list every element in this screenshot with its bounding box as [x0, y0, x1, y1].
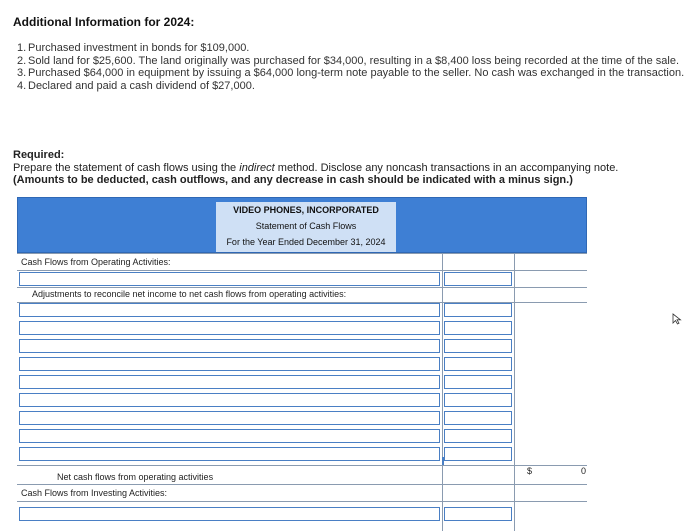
- adjustment-label-input[interactable]: [19, 375, 440, 389]
- net-income-label-input[interactable]: [19, 272, 440, 286]
- column-divider: [514, 485, 515, 502]
- investing-activities-label: Cash Flows from Investing Activities:: [21, 488, 168, 498]
- info-item-number: 2.: [17, 54, 27, 67]
- adjustment-label-input[interactable]: [19, 429, 440, 443]
- adjustment-amount-input[interactable]: [444, 429, 512, 443]
- net-income-amount-input[interactable]: [444, 272, 512, 286]
- info-item-number: 1.: [17, 42, 27, 54]
- adjustments-label: Adjustments to reconcile net income to net cash flows from operating activities:: [32, 289, 347, 299]
- adjustment-label-input[interactable]: [19, 411, 440, 425]
- adjustment-amount-input[interactable]: [444, 303, 512, 317]
- column-divider: [442, 271, 443, 288]
- info-item-text: Purchased $64,000 in equipment by issuing a $64,000 long-term note payable to the seller. No cash was exchanged in the transaction.: [28, 67, 685, 79]
- adjustment-total-marker: [442, 457, 444, 465]
- info-item-number: 4.: [17, 79, 27, 92]
- investing-amount-input[interactable]: [444, 507, 512, 521]
- adjustment-label-input[interactable]: [19, 339, 440, 353]
- adjustment-label-input[interactable]: [19, 303, 440, 317]
- net-operating-currency: $: [527, 466, 533, 476]
- mouse-cursor-icon: [672, 313, 682, 325]
- column-divider: [514, 288, 515, 303]
- required-heading: Required:: [13, 149, 65, 161]
- adjustment-amount-input[interactable]: [444, 375, 512, 389]
- adjustment-label-input[interactable]: [19, 393, 440, 407]
- info-item: [17, 42, 687, 55]
- column-divider: [442, 254, 443, 271]
- column-divider: [442, 288, 443, 303]
- info-item-text: Purchased investment in bonds for $109,000.: [28, 42, 250, 54]
- adjustment-amount-input[interactable]: [444, 447, 512, 461]
- company-name: VIDEO PHONES, INCORPORATED: [233, 205, 379, 215]
- required-instruction: [13, 162, 693, 175]
- investing-header-row: [17, 484, 587, 502]
- statement-header-box: [216, 202, 396, 252]
- instruction-emphasis: indirect: [239, 161, 275, 174]
- statement-name: Statement of Cash Flows: [255, 221, 357, 231]
- adjustment-amount-input[interactable]: [444, 393, 512, 407]
- net-income-row: [17, 270, 587, 288]
- column-divider: [514, 271, 515, 288]
- investing-input-row: [17, 501, 587, 531]
- required-section: [13, 149, 693, 187]
- column-divider: [442, 502, 443, 531]
- cash-flow-statement: [17, 197, 587, 530]
- instruction-text-end: method. Disclose any noncash transactions in an accompanying note.: [274, 161, 619, 174]
- additional-info-list: [17, 42, 687, 92]
- column-divider: [442, 466, 443, 485]
- column-divider: [442, 485, 443, 502]
- additional-info-title: Additional Information for 2024:: [13, 15, 195, 29]
- adjustment-amount-input[interactable]: [444, 321, 512, 335]
- statement-header: [17, 197, 587, 253]
- info-item-text: Sold land for $25,600. The land originally was purchased for $34,000, resulting in a $8,400 loss being recorded at the time of the sale.: [28, 54, 680, 67]
- adjustment-amount-input[interactable]: [444, 411, 512, 425]
- column-divider: [514, 466, 515, 485]
- net-operating-value: 0: [581, 466, 587, 476]
- adjustment-label-input[interactable]: [19, 321, 440, 335]
- required-sign-note: (Amounts to be deducted, cash outflows, and any decrease in cash should be indicated with a minus sign.): [13, 174, 573, 186]
- adjustment-label-input[interactable]: [19, 447, 440, 461]
- info-item: [17, 80, 687, 93]
- info-item-number: 3.: [17, 67, 27, 79]
- info-item: [17, 55, 687, 68]
- investing-label-input[interactable]: [19, 507, 440, 521]
- statement-period: For the Year Ended December 31, 2024: [226, 237, 386, 247]
- instruction-text: Prepare the statement of cash flows using the: [13, 161, 240, 174]
- net-operating-label: Net cash flows from operating activities: [57, 472, 214, 482]
- adjustment-amount-input[interactable]: [444, 357, 512, 371]
- net-operating-row: [17, 465, 587, 485]
- adjustment-amount-input[interactable]: [444, 339, 512, 353]
- column-divider: [514, 502, 515, 531]
- operating-header-row: [17, 253, 587, 271]
- adjustment-label-input[interactable]: [19, 357, 440, 371]
- info-item-text: Declared and paid a cash dividend of $27,000.: [28, 79, 255, 92]
- column-divider: [514, 254, 515, 271]
- info-item: [17, 67, 687, 80]
- operating-activities-label: Cash Flows from Operating Activities:: [21, 257, 171, 267]
